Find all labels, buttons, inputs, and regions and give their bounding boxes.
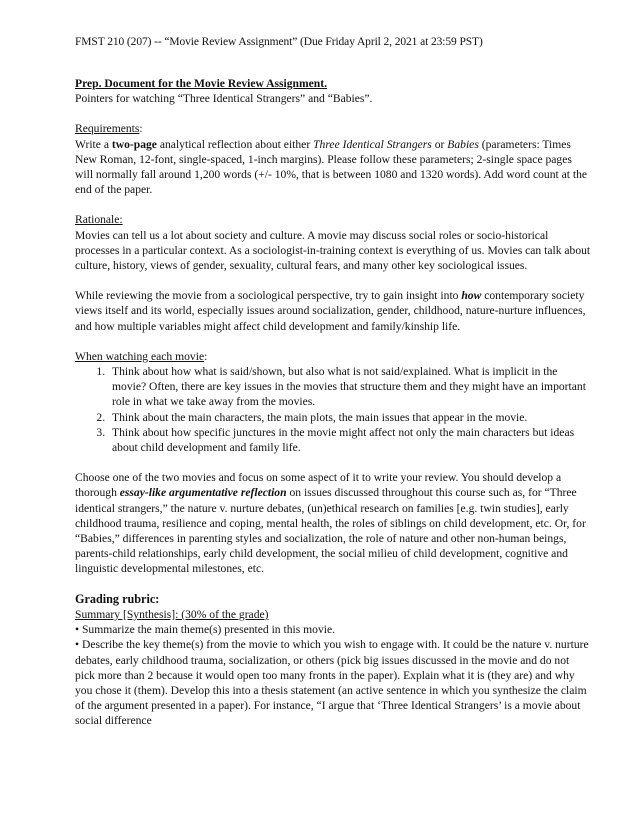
movie-title-babies: Babies — [447, 137, 479, 151]
summary-heading: Summary [Synthesis]: (30% of the grade) — [75, 607, 269, 621]
two-page-emphasis: two-page — [111, 137, 157, 151]
grading-title: Grading rubric: — [75, 591, 160, 606]
course-header: FMST 210 (207) -- “Movie Review Assignment” (Due Friday April 2, 2021 at 23:59 PST) — [75, 36, 483, 48]
rationale-paragraph-2: While reviewing the movie from a sociological perspective, try to gain insight into how contemporary society views itself and its world, especially issues around socialization, gender, childhood, nature-nurture influences, and how multiple variables might affect child development and family/kinship life. — [75, 289, 586, 333]
list-item: • Describe the key theme(s) from the movie to which you wish to engage with. It could be the nature v. nurture debates, early childhood trauma, socialization, or others (pick big issues discussed in the movie and do not pick more than 2 because it would open too many fronts in the paper). Explain what it is (they are) and why you chose it (them). Develop this into a thesis statement (an active sentence in which you synthesize the claim of the argument presented in a paper). For instance, “I argue that ‘Three Identical Strangers’ is a movie about social difference — [75, 637, 592, 728]
essay-emphasis: essay-like argumentative reflection — [119, 486, 287, 500]
movie-title-three-identical-strangers: Three Identical Strangers — [313, 137, 432, 151]
document-body — [75, 76, 592, 729]
list-item: 3. Think about how specific junctures in the movie might affect not only the main characters but ideas about child development and family life. — [108, 425, 592, 455]
requirements-paragraph: Write a two-page analytical reflection about either Three Identical Strangers or Babies (parameters: Times New Roman, 12-font, single-spaced, 1-inch margins). Please follow these parameters; 2-single space pages will normally fall around 1,200 words (+/- 10%, that is between 1080 and 1320 words). Add word count at the end of the paper. — [75, 137, 588, 197]
requirements-heading-text: Requirements — [75, 122, 140, 136]
prep-title: Prep. Document for the Movie Review Assignment. — [75, 77, 328, 90]
rationale-paragraph-1: Movies can tell us a lot about society and culture. A movie may discuss social roles or socio-historical processes in a particular context. As a sociologist-in-training context is everything of us. Movies can talk about culture, history, views of gender, sexuality, cultural fears, and many other key sociological issues. — [75, 228, 591, 273]
list-item: 1. Think about how what is said/shown, but also what is not said/explained. What is implicit in the movie? Often, there are key issues in the movies that structure them and they might have an important role in what we take away from the movies. — [108, 364, 592, 410]
watching-list — [75, 364, 592, 455]
choose-paragraph: Choose one of the two movies and focus on some aspect of it to write your review. You should develop a thorough essay-like argumentative reflection on issues discussed throughout this course such as, for “Three identical strangers,” the nature v. nurture debates, (un)ethical research on families [e.g. twin studies], early childhood trauma, resilience and coping, mental health, the roles of siblings on child development, etc. Or, for “Babies,” differences in parenting styles and socialization, the role of nature and other non-human beings, parents-child relationships, early child development, the social milieu of child development, cognitive and linguistic developmental milestones, etc. — [75, 471, 586, 576]
requirements-heading: Requirements: — [75, 122, 143, 136]
list-item: 2. Think about the main characters, the main plots, the main issues that appear in the movie. — [108, 410, 592, 425]
prep-subtitle: Pointers for watching “Three Identical Strangers” and “Babies”. — [75, 92, 373, 106]
list-item: • Summarize the main theme(s) presented in this movie. — [75, 622, 592, 637]
watching-heading: When watching each movie: — [75, 349, 208, 363]
how-emphasis: how — [461, 289, 482, 303]
rationale-heading: Rationale: — [75, 213, 123, 227]
watching-heading-text: When watching each movie — [75, 349, 205, 363]
